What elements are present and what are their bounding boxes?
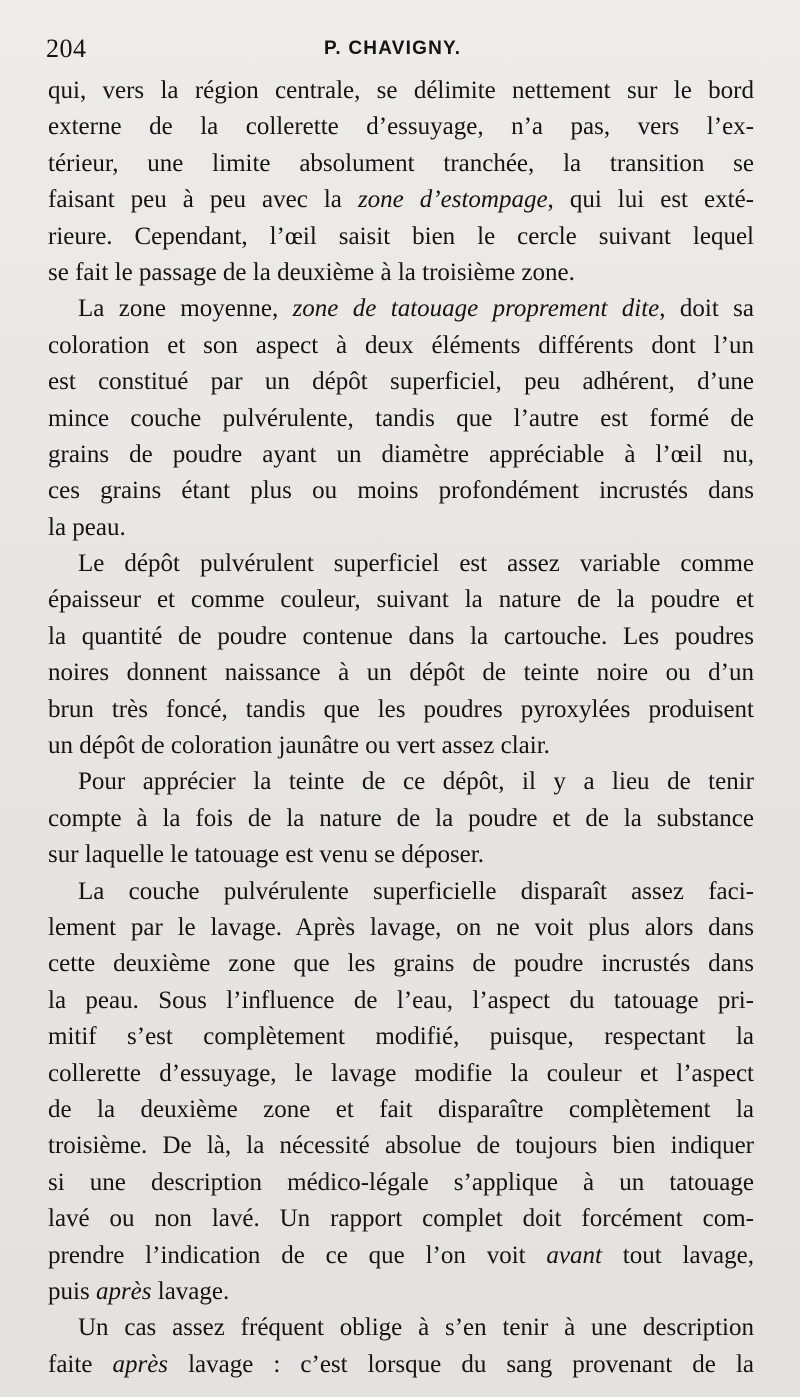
text-line — [48, 401, 754, 437]
text-line — [48, 364, 754, 400]
text-segment: , doit sa — [659, 295, 754, 323]
text-line — [48, 510, 754, 546]
text-line — [48, 1274, 754, 1310]
text-line — [48, 1165, 754, 1201]
text-segment: Pour apprécier la teinte de ce dépôt, il y a lieu de tenir — [78, 768, 754, 796]
running-head: P. CHAVIGNY. — [324, 38, 462, 59]
text-line — [48, 983, 754, 1019]
italic-text-segment: avant — [546, 1241, 602, 1269]
text-line — [48, 437, 754, 473]
text-segment: faite — [48, 1350, 113, 1378]
text-line — [48, 910, 754, 946]
text-segment: lavage. — [151, 1277, 230, 1305]
text-line — [48, 255, 754, 291]
text-line — [48, 874, 754, 910]
text-segment: lement par le lavage. Après lavage, on ne voit plus alors dans — [48, 913, 754, 941]
text-line — [48, 837, 754, 873]
italic-text-segment: zone de tatouage proprement dite — [292, 295, 660, 323]
text-line — [48, 1019, 754, 1055]
text-segment: Le dépôt pulvérulent superficiel est assez variable comme — [78, 550, 754, 578]
text-line — [48, 1201, 754, 1237]
text-line — [48, 146, 754, 182]
text-segment: ces grains étant plus ou moins profondément incrustés dans — [48, 477, 754, 505]
text-segment: la peau. Sous l’influence de l’eau, l’aspect du tatouage pri- — [48, 986, 754, 1014]
text-line — [48, 291, 754, 327]
text-segment: brun très foncé, tandis que les poudres pyroxylées produisent — [48, 695, 754, 723]
text-segment: faisant peu à peu avec la — [48, 186, 358, 214]
text-segment: mince couche pulvérulente, tandis que l’autre est formé de — [48, 404, 754, 432]
text-segment: cette deuxième zone que les grains de poudre incrustés dans — [48, 950, 754, 978]
italic-text-segment: après — [95, 1277, 152, 1305]
page-number: 204 — [46, 34, 87, 63]
text-line — [48, 1347, 754, 1383]
text-line — [48, 1238, 754, 1274]
text-line — [48, 619, 754, 655]
text-segment: troisième. De là, la nécessité absolue de toujours bien indiquer — [48, 1132, 754, 1160]
text-segment: lavé ou non lavé. Un rapport complet doit forcément com- — [48, 1205, 754, 1233]
italic-text-segment: zone d’estompage — [357, 186, 548, 214]
text-segment: un dépôt de coloration jaunâtre ou vert assez clair. — [48, 732, 550, 760]
text-line — [48, 219, 754, 255]
text-line — [48, 692, 754, 728]
text-segment: , qui lui est exté- — [547, 186, 754, 214]
text-segment: grains de poudre ayant un diamètre appréciable à l’œil nu, — [48, 440, 754, 468]
text-line — [48, 582, 754, 618]
text-segment: rieure. Cependant, l’œil saisit bien le cercle suivant lequel — [48, 222, 754, 250]
text-segment: La couche pulvérulente superficielle disparaît assez faci- — [78, 877, 754, 905]
text-segment: sur laquelle le tatouage est venu se déposer. — [48, 841, 484, 869]
text-segment: se fait le passage de la deuxième à la troisième zone. — [48, 258, 575, 286]
text-line — [48, 1310, 754, 1346]
text-line — [48, 728, 754, 764]
text-segment: épaisseur et comme couleur, suivant la nature de la poudre et — [48, 586, 754, 614]
text-line — [48, 1128, 754, 1164]
text-line — [48, 764, 754, 800]
text-line — [48, 1092, 754, 1128]
text-segment: Un cas assez fréquent oblige à s’en tenir à une description — [78, 1314, 754, 1342]
text-line — [48, 182, 754, 218]
text-line — [48, 328, 754, 364]
text-line — [48, 109, 754, 145]
text-segment: noires donnent naissance à un dépôt de teinte noire ou d’un — [48, 659, 754, 687]
text-line — [48, 946, 754, 982]
page-header — [46, 34, 758, 64]
text-line — [48, 546, 754, 582]
text-segment: mitif s’est complètement modifié, puisque, respectant la — [48, 1023, 754, 1051]
text-segment: lavage : c’est lorsque du sang provenant de la — [168, 1350, 754, 1378]
text-line — [48, 1056, 754, 1092]
text-line — [48, 801, 754, 837]
text-line — [48, 473, 754, 509]
text-segment: térieur, une limite absolument tranchée, la transition se — [48, 149, 754, 177]
italic-text-segment: après — [112, 1350, 169, 1378]
text-segment: de la deuxième zone et fait disparaître complètement la — [48, 1095, 754, 1123]
text-segment: coloration et son aspect à deux éléments différents dont l’un — [48, 331, 754, 359]
text-segment: prendre l’indication de ce que l’on voit — [48, 1241, 547, 1269]
text-segment: la quantité de poudre contenue dans la cartouche. Les poudres — [48, 622, 754, 650]
text-segment: la peau. — [48, 513, 126, 541]
text-segment: La zone moyenne, — [78, 295, 293, 323]
text-segment: tout lavage, — [601, 1241, 754, 1269]
text-segment: collerette d’essuyage, le lavage modifie la couleur et l’aspect — [48, 1059, 754, 1087]
body-text — [48, 73, 754, 1383]
text-line — [48, 655, 754, 691]
text-segment: est constitué par un dépôt superficiel, peu adhérent, d’une — [48, 368, 754, 396]
text-line — [48, 73, 754, 109]
text-segment: compte à la fois de la nature de la poudre et de la substance — [48, 804, 754, 832]
text-segment: qui, vers la région centrale, se délimite nettement sur le bord — [48, 77, 754, 104]
text-segment: externe de la collerette d’essuyage, n’a pas, vers l’ex- — [48, 113, 754, 141]
text-segment: si une description médico-légale s’applique à un tatouage — [48, 1168, 754, 1196]
text-segment: puis — [48, 1277, 96, 1305]
